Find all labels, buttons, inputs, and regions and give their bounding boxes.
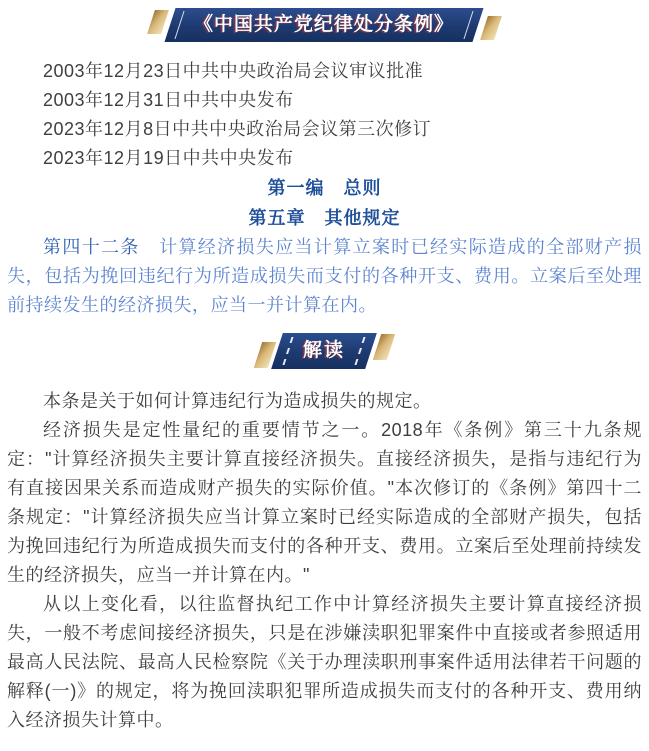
- interpretation-title: 解读: [303, 340, 346, 361]
- title-ribbon: [165, 8, 484, 42]
- interpretation-paragraph-1: 本条是关于如何计算违纪行为造成损失的规定。: [43, 391, 432, 411]
- page-title: 《中国共产党纪律处分条例》: [194, 14, 455, 35]
- republish-date-line: 2023年12月19日中共中央发布: [43, 148, 294, 168]
- publish-date-line: 2003年12月31日中共中央发布: [43, 90, 294, 110]
- article-number-label: 第四十二条: [43, 237, 140, 257]
- gold-stitch-end-right-icon: [372, 334, 394, 360]
- revision-date-line: 2023年12月8日中共中央政治局会议第三次修订: [43, 119, 432, 139]
- approval-date-line: 2003年12月23日中共中央政治局会议审议批准: [43, 61, 424, 81]
- interpretation-paragraph-2: 经济损失是定性量纪的重要情节之一。2018年《条例》第三十九条规定："计算经济损失主要计算直接经济损失。直接经济损失，是指与违纪行为有直接因果关系而造成财产损失的实际价值。"本次修订的《条例》第四十二条规定："计算经济损失应当计算立案时已经实际造成的全部财产损失，包括为挽回违纪行为所造成损失而支付的各种开支、费用。立案后至处理前持续发生的经济损失，应当一并计算在内。": [7, 420, 642, 585]
- interpretation-banner: [7, 333, 642, 369]
- interpretation-paragraph-3: 从以上变化看，以往监督执纪工作中计算经济损失主要计算直接经济损失，一般不考虑间接经济损失，只是在涉嫌渎职犯罪案件中直接或者参照适用最高人民法院、最高人民检察院《关于办理渎职刑事案件适用法律若干问题的解释(一)》的规定，将为挽回渎职犯罪所造成损失而支付的各种开支、费用纳入经济损失计算中。: [7, 594, 642, 730]
- article-text: 计算经济损失应当计算立案时已经实际造成的全部财产损失，包括为挽回违纪行为所造成损失而支付的各种开支、费用。立案后至处理前持续发生的经济损失，应当一并计算在内。: [7, 237, 642, 315]
- part-heading: 第一编 总则: [267, 178, 382, 198]
- gold-ribbon-end-left-icon: [148, 10, 170, 34]
- gold-ribbon-end-right-icon: [480, 16, 502, 40]
- article-42-paragraph: [7, 233, 642, 320]
- interpretation-ribbon: [272, 333, 378, 369]
- chapter-heading: 第五章 其他规定: [248, 208, 401, 228]
- title-banner: [7, 8, 642, 42]
